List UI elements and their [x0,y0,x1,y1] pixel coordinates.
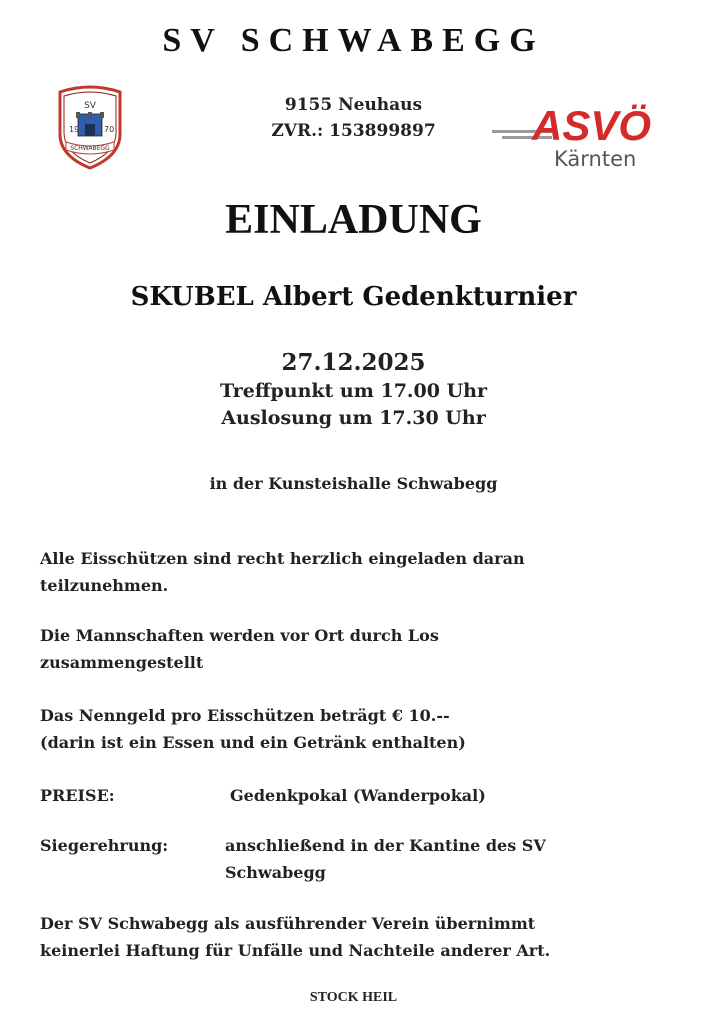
prizes-row [40,782,680,810]
crest-ribbon-text: SCHWABEGG [70,145,110,152]
fee-line-1: Das Nenngeld pro Eisschützen beträgt € 10.-- [40,706,450,725]
disclaimer-line-1: Der SV Schwabegg als ausführender Verein übernimmt [40,914,536,933]
invitation-title: EINLADUNG [225,197,482,243]
fee-paragraph [40,702,680,756]
fee-line-2: (darin ist ein Essen und ein Getränk enthalten) [40,733,466,752]
disclaimer-line-2: keinerlei Haftung für Unfälle und Nachteile anderer Art. [40,941,551,960]
meeting-time: Treffpunkt um 17.00 Uhr [220,380,487,402]
asvo-kaernten-logo [492,96,668,172]
ceremony-value [225,832,665,886]
crest-year-right: 70 [104,125,115,134]
address-line: 9155 Neuhaus [284,95,423,115]
invitation-line-2: teilzunehmen. [40,576,169,595]
teams-line-1: Die Mannschaften werden vor Ort durch Los [40,626,439,645]
event-time-block [0,348,707,432]
teams-line-2: zusammengestellt [40,653,204,672]
prizes-value: Gedenkpokal (Wanderpokal) [230,786,486,805]
zvr-line: ZVR.: 153899897 [271,121,436,141]
crest-sv-text: SV [84,101,96,111]
liability-disclaimer [40,910,680,964]
ceremony-label: Siegerehrung: [40,836,169,855]
ceremony-value-line-2: Schwabegg [225,863,326,882]
closing-salutation: STOCK HEIL [309,990,398,1005]
tournament-subtitle: SKUBEL Albert Gedenkturnier [130,282,577,312]
event-location: in der Kunsteishalle Schwabegg [209,474,498,493]
asvo-region-text: Kärnten [554,147,637,171]
invitation-line-1: Alle Eisschützen sind recht herzlich eingeladen daran [40,549,525,568]
ceremony-row [40,832,680,888]
teams-paragraph [40,622,680,676]
invitation-paragraph [40,545,680,599]
asvo-wordmark: ASVÖ [532,102,652,149]
ceremony-value-line-1: anschließend in der Kantine des SV [225,836,546,855]
draw-time: Auslosung um 17.30 Uhr [221,407,486,429]
club-name-heading: SV SCHWABEGG [162,22,545,59]
prizes-label: PREISE: [40,786,115,805]
event-date: 27.12.2025 [281,349,426,376]
crest-year-left: 19 [69,125,80,134]
